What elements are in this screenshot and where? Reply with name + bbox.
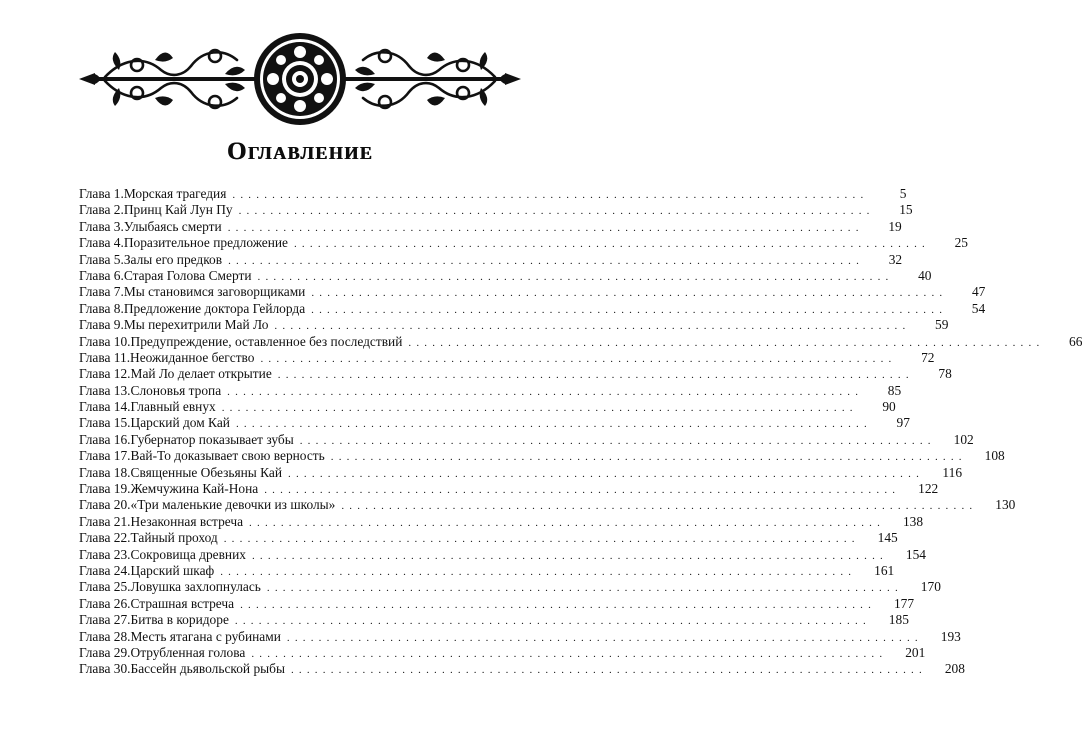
page-number: 40	[918, 267, 932, 283]
dot-leader: ................................................................................	[264, 484, 901, 497]
chapter-number: Глава 26.	[79, 595, 131, 611]
page-number: 102	[953, 431, 974, 447]
page-number: 78	[938, 366, 952, 382]
toc-entry[interactable]	[79, 644, 926, 661]
dot-leader: ................................................................................	[234, 615, 871, 628]
chapter-title: Старая Голова Смерти	[123, 267, 252, 283]
toc-entry[interactable]	[79, 448, 1005, 464]
chapter-title: Принц Кай Лун Пу	[123, 202, 233, 218]
chapter-number: Глава 30.	[79, 661, 131, 677]
toc-entry[interactable]	[79, 317, 949, 333]
dot-leader: ................................................................................	[232, 189, 869, 201]
chapter-title: Незаконная встреча	[130, 513, 244, 529]
page-number: 154	[905, 546, 926, 562]
chapter-number: Глава 13.	[79, 382, 131, 398]
chapter-number: Глава 25.	[79, 579, 131, 595]
page-number: 32	[888, 251, 903, 267]
page-number: 116	[942, 464, 963, 480]
dot-leader: ................................................................................	[293, 238, 930, 251]
page-number: 25	[954, 235, 968, 251]
page-number: 72	[921, 349, 935, 365]
decorative-headpiece-ornament	[75, 30, 525, 128]
chapter-number: Глава 15.	[79, 415, 131, 431]
page-number: 145	[877, 530, 898, 546]
toc-entry[interactable]	[79, 284, 986, 300]
dot-leader: ................................................................................	[223, 533, 860, 546]
dot-leader: ................................................................................	[260, 352, 897, 365]
toc-entry[interactable]	[79, 628, 961, 645]
chapter-title: Битва в коридоре	[130, 612, 229, 628]
dot-leader: ................................................................................	[235, 418, 872, 431]
toc-entry[interactable]	[79, 612, 909, 628]
toc-entry[interactable]	[79, 366, 952, 382]
page-number: 85	[887, 382, 902, 398]
dot-leader: ................................................................................	[299, 434, 936, 447]
chapter-title: Вай-То доказывает свою верность	[130, 448, 325, 464]
chapter-number: Глава 14.	[79, 399, 131, 415]
toc-entry[interactable]	[79, 513, 924, 530]
chapter-title: Неожиданное бегство	[130, 349, 255, 365]
dot-leader: ................................................................................	[330, 451, 967, 464]
chapter-number: Глава 16.	[79, 431, 131, 447]
chapter-title: Царский шкаф	[130, 562, 215, 578]
chapter-title: Месть ятагана с рубинами	[130, 628, 281, 644]
chapter-title: Губернатор показывает зубы	[130, 431, 294, 447]
toc-entry[interactable]	[79, 415, 910, 431]
chapter-title: Жемчужина Кай-Нона	[130, 481, 259, 497]
page-number: 193	[940, 628, 961, 644]
chapter-title: Слоновья тропа	[130, 382, 222, 398]
toc-entry[interactable]	[79, 661, 965, 677]
toc-entry[interactable]	[79, 431, 974, 448]
table-of-contents	[79, 186, 1082, 678]
chapter-number: Глава 23.	[79, 546, 131, 562]
page-number: 66	[1069, 333, 1082, 349]
page-number: 19	[888, 218, 902, 234]
dot-leader: ................................................................................	[288, 467, 925, 480]
chapter-number: Глава 1.	[79, 186, 124, 201]
page-number: 108	[984, 448, 1005, 464]
toc-entry[interactable]	[79, 300, 986, 317]
page-number: 208	[944, 661, 965, 677]
chapter-title: Мы становимся заговорщиками	[123, 284, 306, 300]
chapter-title: Морская трагедия	[123, 186, 227, 201]
toc-entry[interactable]	[79, 481, 939, 497]
chapter-title: Мы перехитрили Май Ло	[123, 317, 269, 333]
chapter-title: Предложение доктора Гейлорда	[123, 300, 306, 316]
toc-entry[interactable]	[79, 399, 896, 415]
page-number: 201	[905, 644, 926, 660]
chapter-number: Глава 22.	[79, 530, 131, 546]
toc-entry[interactable]	[79, 267, 932, 284]
chapter-title: Бассейн дьявольской рыбы	[130, 661, 285, 677]
chapter-title: Тайный проход	[130, 530, 218, 546]
chapter-number: Глава 3.	[79, 218, 124, 234]
dot-leader: ................................................................................	[311, 303, 948, 316]
toc-entry[interactable]	[79, 186, 907, 202]
chapter-number: Глава 18.	[79, 464, 131, 480]
page-number: 122	[918, 481, 939, 497]
page-title: Оглавление	[226, 138, 374, 165]
chapter-title: Ловушка захлопнулась	[130, 579, 261, 595]
page-number: 177	[893, 595, 915, 611]
chapter-title: Страшная встреча	[130, 595, 235, 611]
toc-entry[interactable]	[79, 218, 902, 235]
chapter-number: Глава 19.	[79, 481, 131, 497]
chapter-title: Отрубленная голова	[130, 644, 246, 660]
chapter-number: Глава 12.	[79, 366, 131, 382]
page-number: 185	[888, 612, 909, 628]
toc-entry[interactable]	[79, 333, 1082, 350]
dot-leader: ................................................................................	[286, 631, 923, 644]
chapter-title: Поразительное предложение	[123, 235, 288, 251]
toc-entry[interactable]	[79, 235, 968, 251]
chapter-number: Глава 11.	[79, 349, 131, 365]
dot-leader: ................................................................................	[274, 320, 911, 333]
chapter-number: Глава 6.	[79, 267, 124, 283]
dot-leader: ................................................................................	[227, 385, 864, 398]
page-number: 47	[971, 284, 986, 300]
toc-entry[interactable]	[79, 595, 915, 612]
chapter-number: Глава 2.	[79, 202, 124, 218]
dot-leader: ................................................................................	[251, 549, 888, 562]
chapter-title: Предупреждение, оставленное без последствий	[130, 333, 403, 349]
dot-leader: ................................................................................	[251, 647, 888, 660]
toc-entry[interactable]	[79, 579, 941, 595]
chapter-title: «Три маленькие девочки из школы»	[130, 497, 336, 513]
chapter-number: Глава 10.	[79, 333, 131, 349]
toc-entry[interactable]	[79, 562, 895, 579]
dot-leader: ................................................................................	[277, 369, 914, 382]
dot-leader: ................................................................................	[228, 254, 865, 267]
chapter-title: Главный евнух	[130, 399, 216, 415]
dot-leader: ................................................................................	[408, 336, 1045, 349]
page-number: 130	[995, 497, 1016, 513]
toc-entry[interactable]	[79, 464, 963, 481]
dot-leader: ................................................................................	[266, 582, 903, 595]
page-number: 161	[874, 562, 895, 578]
chapter-title: Сокровища древних	[130, 546, 246, 562]
chapter-number: Глава 5.	[79, 251, 124, 267]
dot-leader: ................................................................................	[227, 221, 864, 234]
chapter-number: Глава 29.	[79, 644, 131, 660]
toc-entry[interactable]	[79, 497, 1016, 513]
chapter-number: Глава 20.	[79, 497, 131, 513]
chapter-number: Глава 21.	[79, 513, 131, 529]
chapter-title: Царский дом Кай	[130, 415, 230, 431]
chapter-number: Глава 17.	[79, 448, 131, 464]
page-number: 15	[899, 202, 913, 218]
page-number: 54	[971, 300, 986, 316]
chapter-number: Глава 28.	[79, 628, 131, 644]
dot-leader: ................................................................................	[221, 402, 858, 415]
chapter-title: Май Ло делает открытие	[130, 366, 272, 382]
chapter-title: Улыбаясь смерти	[123, 218, 222, 234]
toc-entry[interactable]	[79, 546, 926, 563]
toc-entry[interactable]	[79, 349, 935, 366]
page-number: 97	[896, 415, 910, 431]
dot-leader: ................................................................................	[238, 205, 875, 218]
toc-entry[interactable]	[79, 382, 902, 399]
page-number: 170	[920, 579, 941, 595]
chapter-title: Залы его предков	[123, 251, 223, 267]
page-number: 138	[902, 513, 924, 529]
dot-leader: ................................................................................	[240, 598, 877, 611]
chapter-number: Глава 8.	[79, 300, 124, 316]
chapter-number: Глава 7.	[79, 284, 124, 300]
chapter-number: Глава 4.	[79, 235, 124, 251]
dot-leader: ................................................................................	[220, 565, 857, 578]
chapter-title: Священные Обезьяны Кай	[130, 464, 283, 480]
chapter-number: Глава 9.	[79, 317, 124, 333]
dot-leader: ................................................................................	[249, 516, 886, 529]
toc-entry[interactable]	[79, 530, 898, 546]
chapter-number: Глава 27.	[79, 612, 131, 628]
dot-leader: ................................................................................	[257, 270, 894, 283]
chapter-number: Глава 24.	[79, 562, 131, 578]
toc-entry[interactable]	[79, 251, 903, 268]
dot-leader: ................................................................................	[341, 500, 978, 513]
page-number: 5	[899, 186, 907, 201]
toc-entry[interactable]	[79, 202, 913, 218]
dot-leader: ................................................................................	[311, 287, 948, 300]
page-number: 90	[882, 399, 896, 415]
dot-leader: ................................................................................	[290, 664, 927, 677]
page-number: 59	[935, 317, 949, 333]
